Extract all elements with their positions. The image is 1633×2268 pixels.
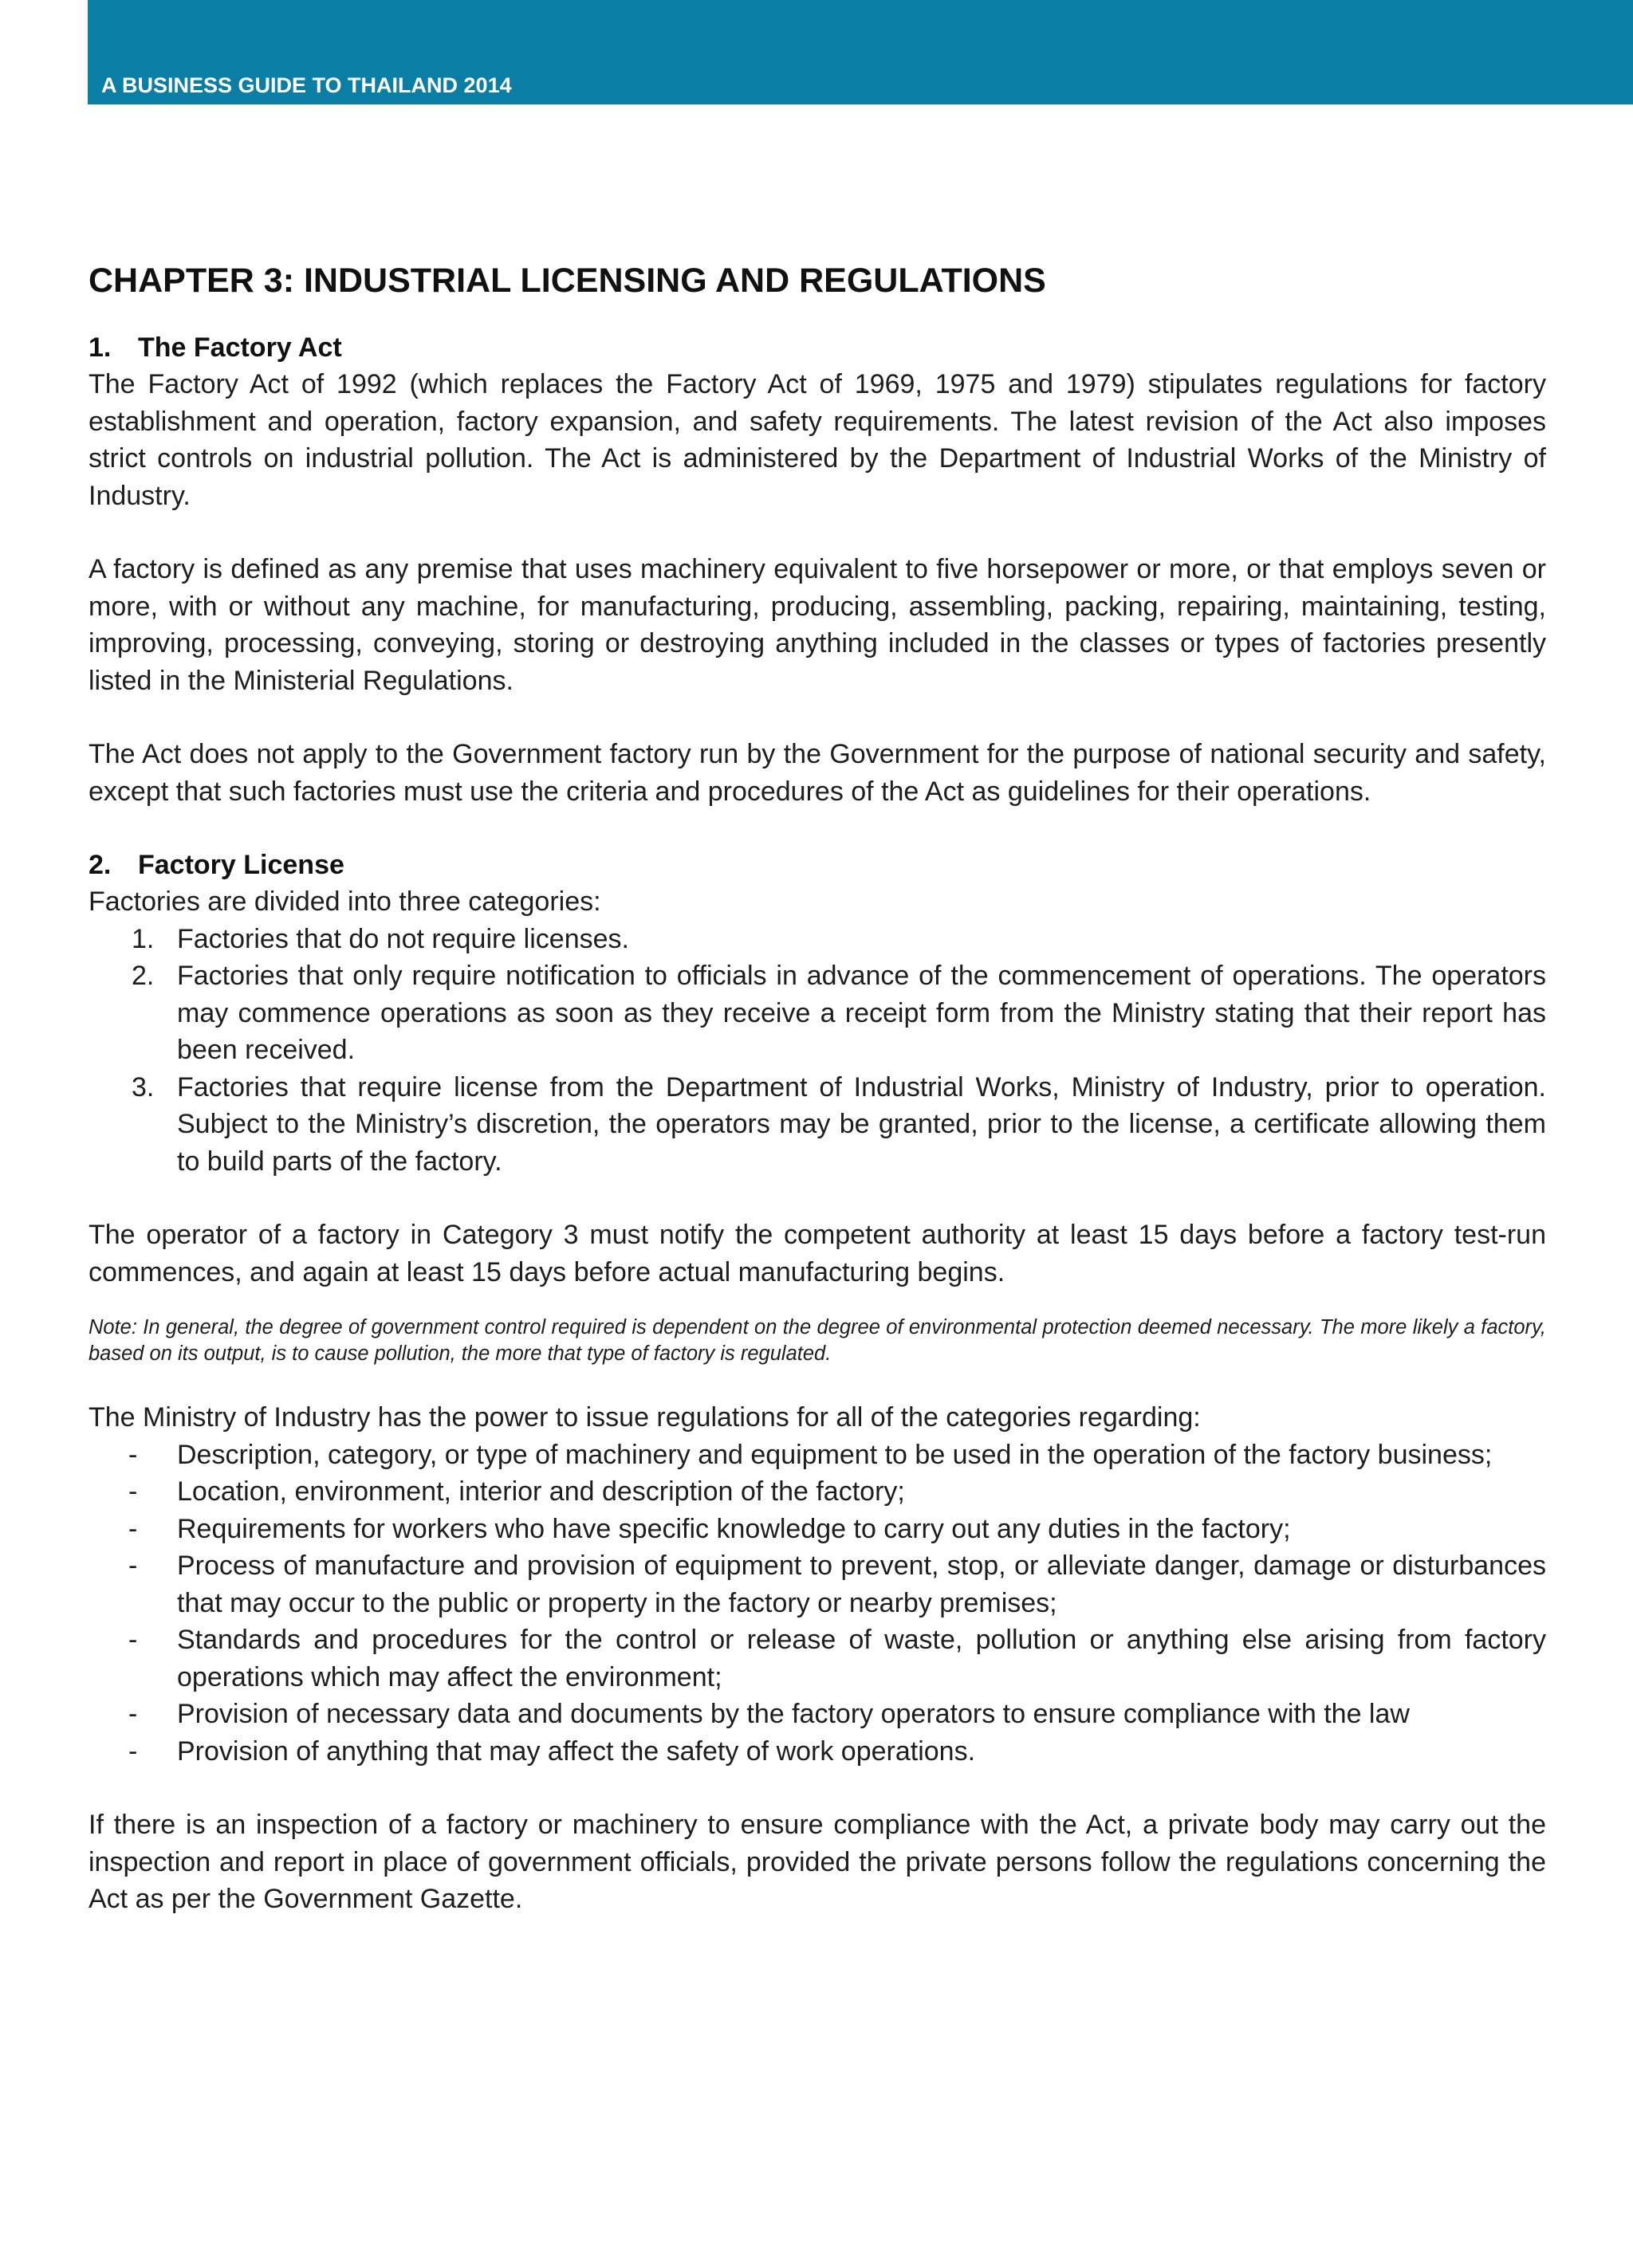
list-item [89,1547,1546,1621]
list-item-text: Description, category, or type of machinery and equipment to be used in the operation of the factory business; [177,1439,1493,1470]
section-title: Factory License [138,850,344,880]
list-item [89,1621,1546,1696]
list-marker: - [128,1735,138,1767]
list-item [89,1733,1546,1771]
list-item-text: Requirements for workers who have specific knowledge to carry out any duties in the factory; [177,1513,1291,1544]
list-item-text: Factories that require license from the Department of Industrial Works, Ministry of Industry, prior to operation. Subject to the Ministry’s discretion, the operators may be granted, prior to the license, a certificate allowing them to build parts of the factory. [177,1071,1546,1177]
list-item-text: Location, environment, interior and description of the factory; [177,1476,905,1507]
list-marker: - [128,1439,138,1470]
list-item-text: Provision of anything that may affect the safety of work operations. [177,1735,976,1767]
list-marker: - [128,1625,138,1655]
list-item [89,921,1546,958]
book-title: A BUSINESS GUIDE TO THAILAND 2014 [101,73,512,97]
paragraph: The operator of a factory in Category 3 must notify the competent authority at least 15 days before a factory test-run commences, and again at least 15 days before actual manufacturing begins. [89,1220,1546,1287]
list-item-text: Factories that only require notification to officials in advance of the commencement of operations. The operators may commence operations as soon as they receive a receipt form from the Ministry stating that their report has been received. [177,961,1546,1065]
category-list [89,921,1546,1181]
paragraph: Factories are divided into three categories: [89,886,601,917]
list-item [89,1069,1546,1181]
section-number: 2. [89,850,112,880]
list-item [89,957,1546,1069]
list-item-text: Standards and procedures for the control or release of waste, pollution or anything else arising from factory operations which may affect the environment; [177,1625,1546,1692]
page-number: 54 [16,38,79,102]
paragraph: If there is an inspection of a factory or machinery to ensure compliance with the Act, a private body may carry out the inspection and report in place of government officials, provided the private persons follow the regulations concerning the Act as per the Government Gazette. [89,1810,1546,1914]
list-marker: 2. [132,961,155,991]
list-marker: - [128,1551,138,1581]
list-item [89,1511,1546,1548]
chapter-title: CHAPTER 3: INDUSTRIAL LICENSING AND REGULATIONS [89,261,1046,300]
list-marker: - [128,1476,138,1507]
note: Note: In general, the degree of government control required is dependent on the degree of environmental protection deemed necessary. The more likely a factory, based on its output, is to cause pollution, the more that type of factory is regulated. [89,1316,1546,1365]
list-item [89,1473,1546,1511]
list-item-text: Process of manufacture and provision of equipment to prevent, stop, or alleviate danger, damage or disturbances that may occur to the public or property in the factory or nearby premises; [177,1551,1546,1618]
regulation-list [89,1437,1546,1771]
section-title: The Factory Act [138,332,342,363]
list-item-text: Factories that do not require licenses. [177,923,629,954]
list-marker: - [128,1699,138,1729]
page-content [89,259,1546,1918]
list-item [89,1437,1546,1474]
section-heading-factory-act [89,329,1546,366]
section-number: 1. [89,332,112,363]
list-item-text: Provision of necessary data and documents by the factory operators to ensure compliance with the law [177,1699,1410,1729]
paragraph: The Factory Act of 1992 (which replaces the Factory Act of 1969, 1975 and 1979) stipulates regulations for factory establishment and operation, factory expansion, and safety requirements. The latest revision of the Act also imposes strict controls on industrial pollution. The Act is administered by the Department of Industrial Works of the Ministry of Industry. [89,369,1546,511]
list-marker: 1. [132,923,155,954]
section-heading-factory-license [89,847,1546,883]
paragraph: The Act does not apply to the Government factory run by the Government for the purpose of national security and safety, except that such factories must use the criteria and procedures of the Act as guidelines for their operations. [89,739,1546,807]
paragraph: A factory is defined as any premise that uses machinery equivalent to five horsepower or more, or that employs seven or more, with or without any machine, for manufacturing, producing, assembling, packing, repairing, maintaining, testing, improving, processing, conveying, storing or destroying anything included in the classes or types of factories presently listed in the Ministerial Regulations. [89,554,1546,696]
list-item [89,1696,1546,1733]
list-marker: - [128,1513,138,1544]
list-marker: 3. [132,1071,155,1103]
paragraph: The Ministry of Industry has the power to issue regulations for all of the categories regarding: [89,1402,1201,1433]
